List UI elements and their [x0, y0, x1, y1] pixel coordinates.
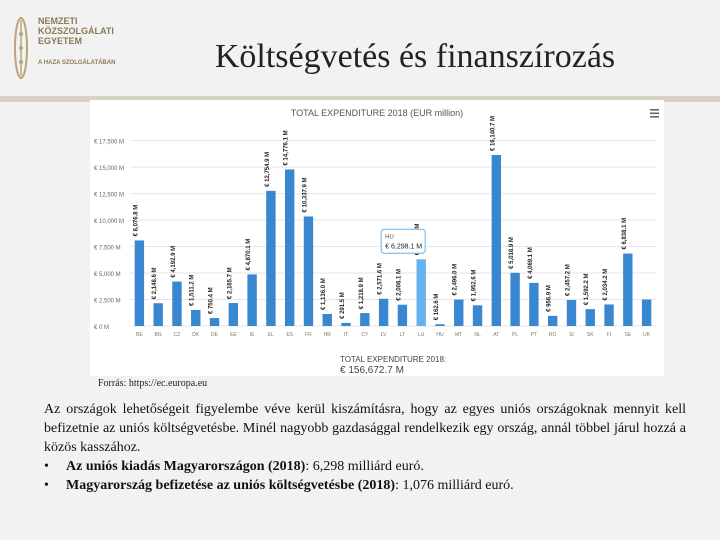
- y-tick-label: € 0 M: [94, 325, 110, 331]
- data-label: € 2,008.1 M: [396, 269, 403, 301]
- x-tick-label: SI: [569, 332, 574, 338]
- x-tick-label: BE: [136, 332, 143, 338]
- data-label: € 6,838.1 M: [621, 217, 628, 250]
- bullet-text: : 1,076 milliárd euró.: [395, 478, 514, 493]
- data-label: € 2,165.7 M: [227, 267, 234, 300]
- y-tick-label: € 2,500 M: [94, 298, 121, 305]
- logo-line: EGYETEM: [38, 36, 83, 46]
- bar[interactable]: [604, 304, 613, 326]
- data-label: € 5,018.9 M: [509, 237, 516, 269]
- data-label: € 1,952.6 M: [471, 269, 478, 302]
- bar[interactable]: [210, 318, 219, 326]
- bar[interactable]: [266, 191, 275, 326]
- tooltip-value: € 6,298.1 M: [385, 243, 423, 251]
- bar[interactable]: [529, 283, 538, 326]
- x-tick-label: IE: [249, 332, 255, 338]
- bar[interactable]: [510, 273, 519, 326]
- x-tick-label: BG: [154, 332, 162, 338]
- data-label: € 4,192.9 M: [170, 245, 177, 278]
- x-tick-label: DE: [211, 332, 219, 338]
- bar[interactable]: [172, 282, 181, 326]
- bar[interactable]: [435, 324, 444, 326]
- bullet-bold-text: Magyarország befizetése az uniós költségvetésbe (2018): [66, 478, 396, 493]
- page-title: Költségvetés és finanszírozás: [214, 38, 616, 75]
- data-label: € 2,571.6 M: [377, 263, 384, 295]
- bar[interactable]: [473, 305, 482, 326]
- bar[interactable]: [135, 240, 144, 326]
- y-tick-label: € 10,000 M: [94, 219, 125, 226]
- data-label: € 14,776.1 M: [283, 130, 290, 166]
- bar[interactable]: [323, 314, 332, 326]
- y-tick-label: € 12,500 M: [94, 192, 125, 199]
- logo-wordmark: [38, 16, 114, 46]
- total-label: TOTAL EXPENDITURE 2018:: [340, 355, 447, 364]
- x-tick-label: MT: [455, 332, 463, 338]
- data-label: € 1,218.9 M: [358, 277, 365, 310]
- data-label: € 4,069.1 M: [527, 247, 534, 279]
- tooltip-country: HU: [385, 234, 394, 241]
- x-tick-label: EL: [267, 332, 274, 338]
- x-tick-label: SE: [624, 332, 632, 338]
- source-citation: Forrás: https://ec.europa.eu: [98, 378, 208, 389]
- x-tick-label: ES: [286, 332, 294, 338]
- y-tick-label: € 17,500 M: [94, 139, 125, 146]
- bar[interactable]: [379, 299, 388, 326]
- bar[interactable]: [642, 300, 651, 326]
- y-tick-label: € 7,500 M: [94, 245, 121, 252]
- data-label: € 162.6 M: [433, 293, 440, 321]
- body-text: [44, 400, 686, 495]
- bar[interactable]: [247, 274, 256, 326]
- bullet-bold-text: Az uniós kiadás Magyarországon (2018): [66, 459, 306, 474]
- data-label: € 1,136.0 M: [321, 278, 328, 310]
- x-tick-label: LT: [399, 332, 406, 338]
- data-label: € 750.4 M: [208, 287, 215, 315]
- x-tick-label: FR: [305, 332, 312, 338]
- data-label: € 1,592.2 M: [584, 273, 591, 306]
- tooltip: [381, 229, 425, 253]
- bar[interactable]: [341, 323, 350, 326]
- data-label: € 8,076.8 M: [133, 204, 140, 237]
- bar[interactable]: [398, 305, 407, 326]
- data-label: € 2,148.6 M: [152, 267, 159, 300]
- chart-panel: [90, 100, 664, 376]
- x-tick-label: NL: [474, 332, 481, 338]
- bar[interactable]: [623, 254, 632, 326]
- logo-line: NEMZETI: [38, 16, 78, 26]
- crest-icon: [12, 14, 30, 82]
- x-tick-label: CZ: [173, 332, 181, 338]
- bar[interactable]: [567, 300, 576, 326]
- data-label: € 16,140.7 M: [490, 115, 497, 151]
- logo-line: KÖZSZOLGÁLATI: [38, 26, 114, 36]
- bar[interactable]: [285, 169, 294, 326]
- data-label: € 956.9 M: [546, 285, 553, 312]
- x-tick-label: SK: [586, 332, 594, 338]
- data-label: € 10,337.9 M: [302, 177, 309, 213]
- bar[interactable]: [191, 310, 200, 326]
- data-label: € 1,511.2 M: [189, 274, 196, 306]
- x-tick-label: PT: [530, 332, 538, 338]
- bar[interactable]: [548, 316, 557, 326]
- bar[interactable]: [492, 155, 501, 326]
- x-tick-label: FI: [606, 332, 612, 338]
- x-tick-label: PL: [512, 332, 519, 338]
- data-label: € 291.5 M: [340, 292, 347, 319]
- y-tick-label: € 5,000 M: [94, 272, 121, 279]
- bullet-icon: •: [44, 478, 49, 493]
- bar[interactable]: [360, 313, 369, 326]
- data-label: € 2,496.0 M: [452, 263, 459, 296]
- data-label: € 2,457.2 M: [565, 264, 572, 296]
- bar[interactable]: [416, 259, 425, 326]
- logo-tagline: A HAZA SZOLGÁLATÁBAN: [38, 60, 116, 66]
- x-tick-label: HR: [323, 332, 331, 338]
- x-tick-label: LV: [380, 332, 387, 338]
- data-label: € 2,034.2 M: [603, 268, 610, 301]
- chart-title: TOTAL EXPENDITURE 2018 (EUR million): [290, 108, 464, 118]
- data-label: € 4,870.1 M: [246, 238, 253, 271]
- intro-paragraph: Az országok lehetőségeit figyelembe véve kerül kiszámításra, hogy az egyes uniós országoknak mennyit kell befizetnie az uniós költségvetésbe. Minél nagyobb gazdasággal rendelkezik egy ország, annál többel járul hozzá a közös kasszához.: [44, 402, 686, 455]
- x-tick-label: AT: [493, 332, 500, 338]
- bar[interactable]: [304, 216, 313, 326]
- university-logo: [12, 14, 122, 84]
- x-tick-label: RO: [548, 332, 557, 338]
- slide-header: [0, 0, 720, 100]
- x-tick-label: EE: [229, 332, 237, 338]
- x-tick-label: HU: [436, 332, 444, 338]
- expenditure-bar-chart: [90, 100, 664, 376]
- x-tick-label: IT: [343, 332, 349, 338]
- bullet-icon: •: [44, 459, 49, 474]
- x-tick-label: DK: [192, 332, 200, 338]
- total-value: € 156,672.7 M: [340, 365, 404, 376]
- y-tick-label: € 15,000 M: [94, 166, 125, 173]
- hamburger-menu-icon[interactable]: [650, 109, 659, 118]
- bar[interactable]: [229, 303, 238, 326]
- bullet-text: : 6,298 milliárd euró.: [305, 459, 424, 474]
- x-tick-label: CY: [361, 332, 369, 338]
- x-tick-label: UK: [643, 332, 651, 338]
- bar[interactable]: [153, 303, 162, 326]
- data-label: € 12,754.9 M: [264, 151, 271, 187]
- bar[interactable]: [586, 309, 595, 326]
- x-tick-label: LU: [417, 332, 425, 338]
- bullet-item: [44, 476, 686, 495]
- bar[interactable]: [454, 300, 463, 326]
- bullet-item: [44, 457, 686, 476]
